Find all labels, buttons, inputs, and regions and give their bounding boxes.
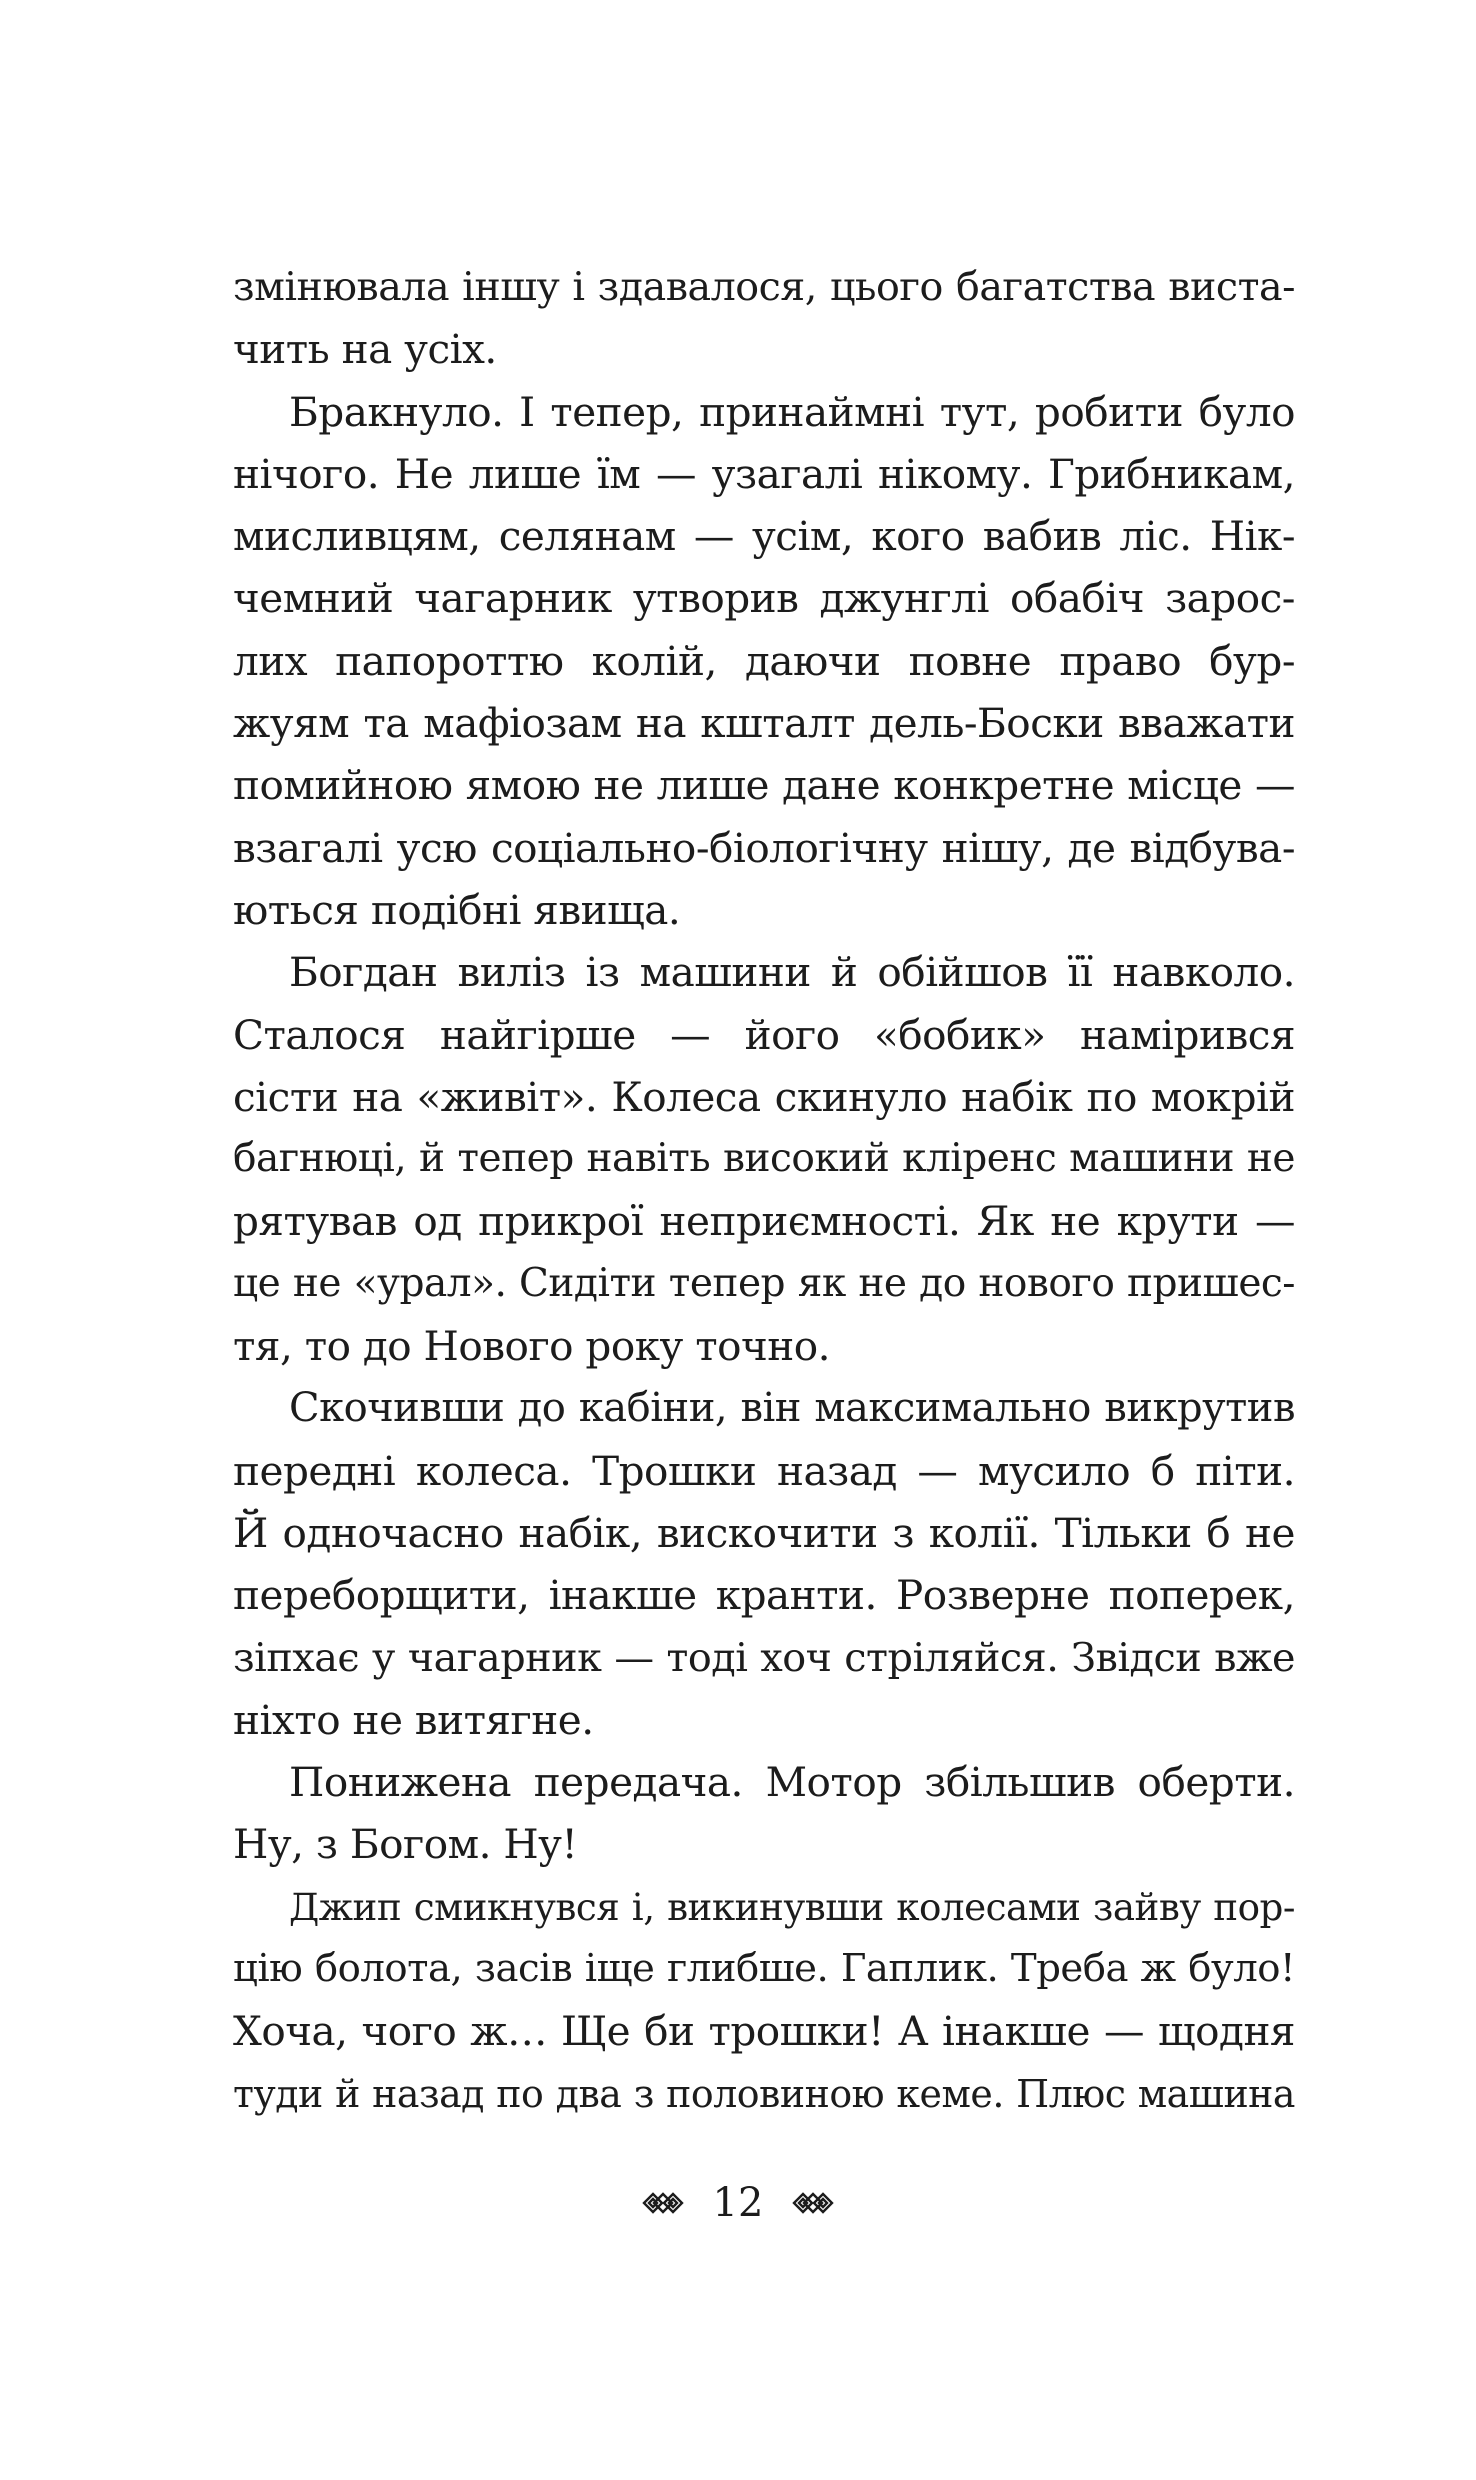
text-line: передні колеса. Трошки назад — мусило б піти. <box>233 1446 1295 1495</box>
text-line: Ну, з Богом. Ну! <box>233 1820 578 1869</box>
text-line: Сталося найгірше — його «бобик» намірився <box>233 1010 1295 1059</box>
page-footer <box>0 2168 1476 2238</box>
text-line: сісти на «живіт». Колеса скинуло набік по мокрій <box>233 1072 1295 1121</box>
body-text <box>233 256 1295 2125</box>
text-line: Понижена передача. Мотор збільшив оберти. <box>289 1758 1295 1807</box>
text-line: Й одночасно набік, вискочити з колії. Тільки б не <box>233 1508 1295 1557</box>
text-line: Джип смикнувся і, викинувши колесами зайву пор- <box>289 1884 1295 1929</box>
text-line: чить на усіх. <box>233 325 497 374</box>
text-line: тя, то до Нового року точно. <box>233 1322 831 1371</box>
interlace-knot-icon <box>789 2188 835 2218</box>
interlace-knot-icon <box>641 2188 687 2218</box>
text-line: взагалі усю соціально-біологічну нішу, де відбува- <box>233 823 1295 872</box>
text-line: це не «урал». Сидіти тепер як не до нового пришес- <box>233 1260 1295 1306</box>
text-line: змінювала іншу і здавалося, цього багатства виста- <box>233 264 1295 310</box>
text-line: туди й назад по два з половиною кеме. Плюс машина <box>233 2071 1295 2116</box>
text-line: Хоча, чого ж… Ще би трошки! А інакше — щодня <box>233 2007 1295 2056</box>
page-number: 12 <box>712 2180 764 2226</box>
text-line: жуям та мафіозам на кшталт дель-Боски вважати <box>233 699 1295 748</box>
text-line: чемний чагарник утворив джунглі обабіч зарос- <box>233 574 1295 623</box>
text-line: Скочивши до кабіни, він максимально викрутив <box>289 1385 1295 1432</box>
text-line: переборщити, інакше кранти. Розверне поперек, <box>233 1571 1295 1620</box>
text-line: мисливцям, селянам — усім, кого вабив ліс. Нік- <box>233 512 1295 561</box>
text-line: цію болота, засів іще глибше. Гаплик. Треба ж було! <box>233 1946 1295 1992</box>
text-line: ються подібні явища. <box>233 885 681 934</box>
text-line: Бракнуло. І тепер, принаймні тут, робити було <box>289 387 1295 436</box>
text-line: рятував од прикрої неприємності. Як не крути — <box>233 1197 1295 1246</box>
text-line: лих папороттю колій, даючи повне право бур- <box>233 636 1295 685</box>
text-line: Богдан виліз із машини й обійшов її навколо. <box>289 948 1295 997</box>
text-line: нічого. Не лише їм — узагалі нікому. Грибникам, <box>233 449 1295 498</box>
text-line: багнюці, й тепер навіть високий кліренс машини не <box>233 1136 1295 1182</box>
text-line: ніхто не витягне. <box>233 1695 594 1744</box>
text-line: зіпхає у чагарник — тоді хоч стріляйся. Звідси вже <box>233 1634 1295 1681</box>
text-line: помийною ямою не лише дане конкретне місце — <box>233 761 1295 810</box>
